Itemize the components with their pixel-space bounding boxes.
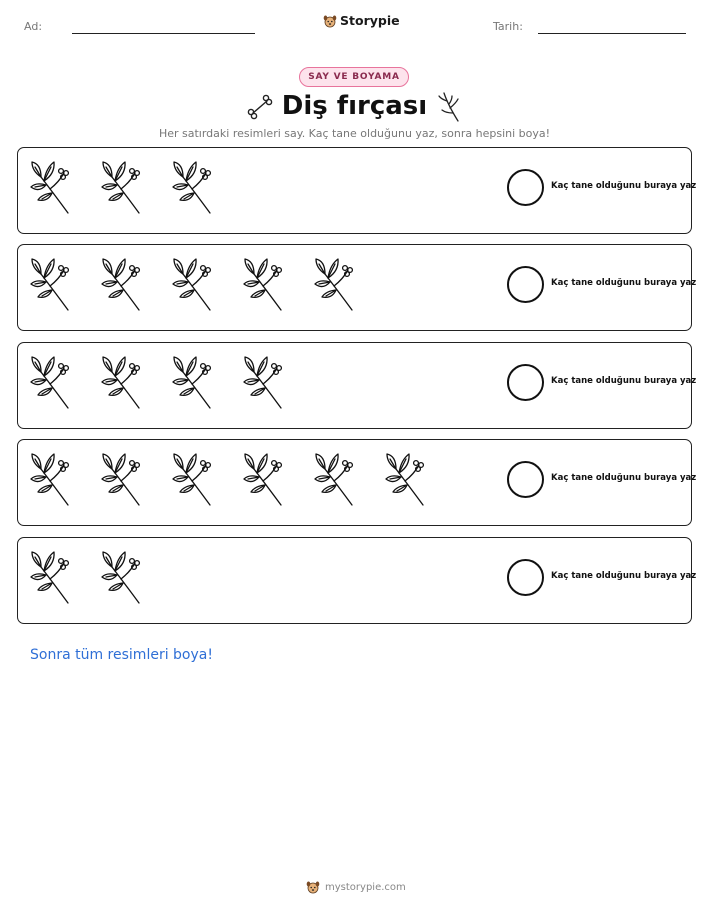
count-row (17, 342, 697, 429)
twig-with-leaves-icon (28, 450, 79, 508)
answer-label: Kaç tane olduğunu buraya yaz (551, 571, 697, 581)
footer-site: mystorypie.com (325, 881, 406, 893)
items-group (28, 255, 363, 313)
date-line (538, 33, 686, 34)
brand-logo (323, 13, 400, 28)
twig-with-leaves-icon (170, 353, 221, 411)
twig-with-leaves-icon (170, 450, 221, 508)
items-group (28, 158, 221, 216)
activity-badge: SAY VE BOYAMA (299, 67, 409, 87)
answer-label: Kaç tane olduğunu buraya yaz (551, 376, 697, 386)
instructions: Her satırdaki resimleri say. Kaç tane olduğunu yaz, sonra hepsini boya! (158, 127, 551, 140)
footer-note: Sonra tüm resimleri boya! (30, 647, 213, 663)
page-title: Diş fırçası (281, 91, 428, 121)
twig-with-leaves-icon (99, 548, 150, 606)
items-group (28, 450, 434, 508)
twig-with-leaves-icon (99, 158, 150, 216)
items-group (28, 353, 292, 411)
count-row (17, 439, 697, 526)
twig-with-leaves-icon (312, 450, 363, 508)
count-row (17, 147, 697, 234)
answer-circle[interactable] (507, 266, 544, 303)
twig-with-leaves-icon (28, 255, 79, 313)
answer-circle[interactable] (507, 364, 544, 401)
count-row (17, 537, 697, 624)
name-line (72, 33, 255, 34)
twig-with-leaves-icon (99, 353, 150, 411)
name-label: Ad: (24, 20, 43, 33)
twig-with-leaves-icon (170, 255, 221, 313)
twig-with-leaves-icon (28, 158, 79, 216)
twig-with-leaves-icon (170, 158, 221, 216)
twig-with-leaves-icon (241, 450, 292, 508)
twig-with-leaves-icon (28, 353, 79, 411)
dog-face-icon (323, 14, 337, 28)
twig-icon (436, 91, 462, 123)
dog-face-icon (306, 880, 320, 894)
twig-with-leaves-icon (99, 450, 150, 508)
answer-label: Kaç tane olduğunu buraya yaz (551, 278, 697, 288)
footer (306, 880, 406, 894)
twig-with-leaves-icon (99, 255, 150, 313)
date-label: Tarih: (493, 20, 523, 33)
twig-with-leaves-icon (241, 353, 292, 411)
twig-with-leaves-icon (312, 255, 363, 313)
count-row (17, 244, 697, 331)
items-group (28, 548, 150, 606)
answer-label: Kaç tane olduğunu buraya yaz (551, 473, 697, 483)
twig-with-leaves-icon (383, 450, 434, 508)
twig-with-leaves-icon (28, 548, 79, 606)
answer-circle[interactable] (507, 461, 544, 498)
answer-label: Kaç tane olduğunu buraya yaz (551, 181, 697, 191)
twig-with-leaves-icon (241, 255, 292, 313)
brand-name: Storypie (340, 13, 400, 28)
answer-circle[interactable] (507, 169, 544, 206)
answer-circle[interactable] (507, 559, 544, 596)
